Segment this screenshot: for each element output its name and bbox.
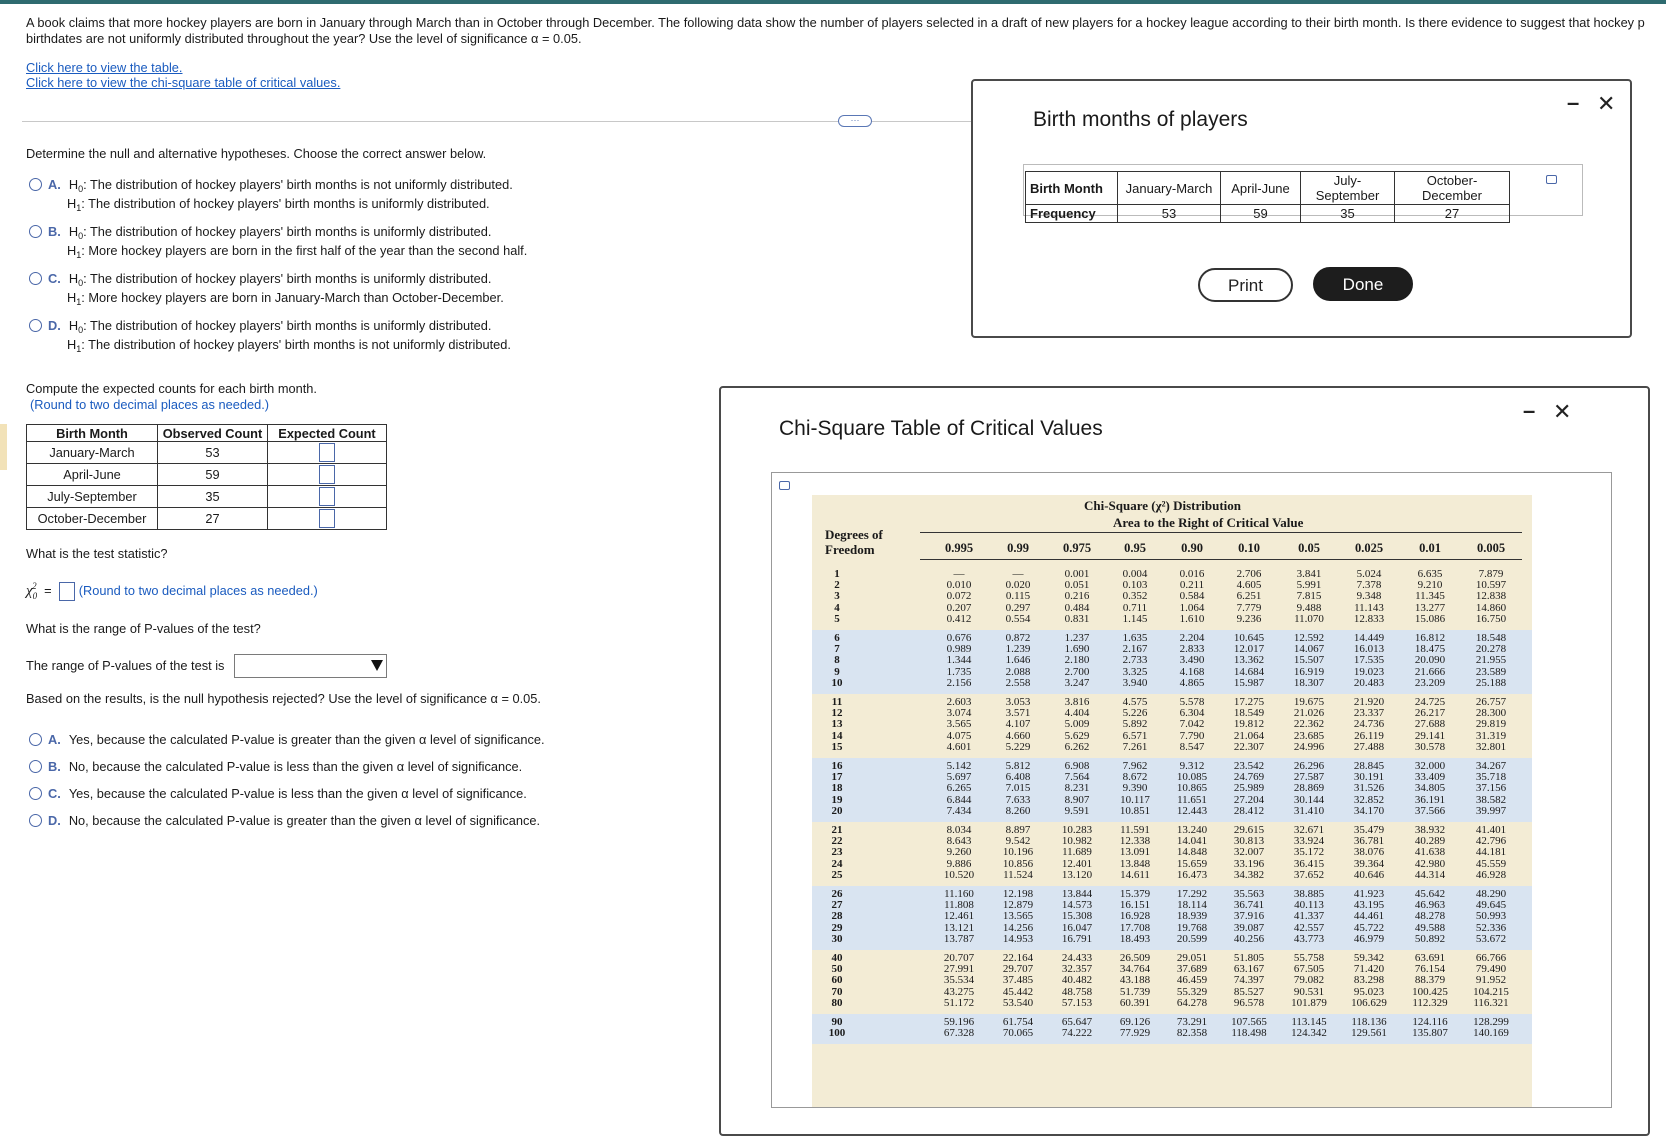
critical-value-column: 5.024 7.378 9.348 11.143 12.833 — [1353, 568, 1385, 625]
critical-value-column: 124.116 135.807 — [1412, 1016, 1448, 1040]
critical-value-column: 0.016 0.211 0.584 1.064 1.610 — [1179, 568, 1205, 625]
critical-value-column: 12.198 12.879 13.565 14.256 14.953 — [1002, 888, 1034, 945]
critical-value-column: 26.757 28.300 29.819 31.319 32.801 — [1475, 696, 1507, 753]
alpha-header: 0.975 — [1062, 541, 1092, 555]
critical-value-column: 59.342 71.420 83.298 95.023 106.629 — [1351, 952, 1387, 1009]
table-row — [27, 508, 387, 530]
critical-value-column: 41.401 42.796 44.181 45.559 46.928 — [1475, 824, 1507, 881]
critical-value-column: 17.292 18.114 18.939 19.768 20.599 — [1176, 888, 1208, 945]
birth-freq-q4: 27 — [1395, 205, 1510, 223]
df-column: 1 2 3 4 5 — [834, 568, 840, 625]
critical-value-column: 32.000 33.409 34.805 36.191 37.566 — [1414, 760, 1446, 817]
critical-value-column: 23.542 24.769 25.989 27.204 28.412 — [1233, 760, 1265, 817]
alpha-header: 0.95 — [1124, 541, 1146, 555]
critical-value-column: 0.676 0.989 1.344 1.735 2.156 — [946, 632, 972, 689]
option-letter: C. — [48, 786, 61, 801]
critical-value-column: 10.645 12.017 13.362 14.684 15.987 — [1233, 632, 1265, 689]
alpha-header: 0.025 — [1354, 541, 1384, 555]
critical-value-column: 29.615 30.813 32.007 33.196 34.382 — [1233, 824, 1265, 881]
hypothesis-option[interactable]: D. $H_0$: The distribution of hockey players' birth months is uniformly distributed. — [29, 316, 491, 340]
expected-cell — [268, 464, 387, 486]
critical-value-column: 0.872 1.239 1.646 2.088 2.558 — [1005, 632, 1031, 689]
expected-input-jul-sep[interactable] — [319, 487, 335, 506]
alpha-header: 0.90 — [1181, 541, 1203, 555]
decision-option[interactable] — [29, 784, 527, 804]
critical-value-column: 35.479 36.781 38.076 39.364 40.646 — [1353, 824, 1385, 881]
df-column: 40 50 60 70 80 — [831, 952, 843, 1009]
decision-option[interactable] — [29, 730, 545, 750]
critical-value-column: 107.565 118.498 — [1231, 1016, 1267, 1040]
option-h1: The distribution of hockey players' birth months is uniformly distributed. — [88, 196, 490, 211]
option-text: No, because the calculated P-value is greater than the given α level of significance. — [68, 813, 541, 828]
expected-cell — [268, 508, 387, 530]
critical-value-column: 3.816 4.404 5.009 5.629 6.262 — [1064, 696, 1090, 753]
copy-table-icon[interactable] — [1546, 175, 1557, 184]
birth-freq-q3: 35 — [1301, 205, 1395, 223]
option-h1: More hockey players are born in the first half of the year than the second half. — [88, 243, 528, 258]
critical-value-column: 28.845 30.191 31.526 32.852 34.170 — [1353, 760, 1385, 817]
radio-button[interactable] — [29, 319, 42, 332]
birth-dialog-minimize-button[interactable]: – — [1567, 90, 1580, 115]
test-statistic-hint: (Round to two decimal places as needed.) — [78, 583, 318, 598]
expected-counts-prompt: Compute the expected counts for each birth month. — [26, 381, 317, 396]
df-label-2: Freedom — [825, 542, 875, 557]
expected-input-oct-dec[interactable] — [319, 509, 335, 528]
dropdown-arrow-icon — [371, 660, 383, 671]
critical-value-column: 19.675 21.026 22.362 23.685 24.996 — [1293, 696, 1325, 753]
option-h0: The distribution of hockey players' birth months is uniformly distributed. — [89, 271, 492, 286]
chi-table-panel — [812, 495, 1532, 1108]
question-text-line1: A book claims that more hockey players are born in January through March than in October through December. The following data show the number of players selected in a draft of new players for a hockey league according to their birth month. Is there evidence to suggest that hockey p — [26, 15, 1645, 30]
chi-table-frame — [771, 472, 1612, 1108]
critical-value-column: 8.897 9.542 10.196 10.856 11.524 — [1002, 824, 1034, 881]
critical-value-column: 34.267 35.718 37.156 38.582 39.997 — [1475, 760, 1507, 817]
copy-chi-table-icon[interactable] — [779, 481, 790, 490]
critical-value-column: 26.296 27.587 28.869 30.144 31.410 — [1293, 760, 1325, 817]
radio-button[interactable] — [29, 787, 42, 800]
birth-freq-q2: 59 — [1221, 205, 1301, 223]
alpha-rule — [920, 559, 1522, 560]
hypothesis-option[interactable]: A. $H_0$: The distribution of hockey players' birth months is not uniformly distributed. — [29, 175, 513, 199]
df-column: 6 7 8 9 10 — [831, 632, 843, 689]
birth-header-q1: January-March — [1118, 172, 1221, 205]
option-h1: The distribution of hockey players' birth months is not uniformly distributed. — [88, 337, 511, 352]
option-h0: The distribution of hockey players' birth months is not uniformly distributed. — [89, 177, 513, 192]
critical-value-column: — 0.020 0.115 0.297 0.554 — [1005, 568, 1031, 625]
col-header-birth-month: Birth Month — [27, 425, 158, 442]
critical-value-column: 113.145 124.342 — [1291, 1016, 1327, 1040]
critical-value-column: 11.591 12.338 13.091 13.848 14.611 — [1119, 824, 1151, 881]
critical-value-column: — 0.010 0.072 0.207 0.412 — [946, 568, 972, 625]
critical-value-column: 1.237 1.690 2.180 2.700 3.247 — [1064, 632, 1090, 689]
critical-value-column: 22.164 29.707 37.485 45.442 53.540 — [1002, 952, 1034, 1009]
critical-value-column: 12.592 14.067 15.507 16.919 18.307 — [1293, 632, 1325, 689]
critical-value-column: 14.449 16.013 17.535 19.023 20.483 — [1353, 632, 1385, 689]
option-text: Yes, because the calculated P-value is greater than the given α level of significance. — [68, 732, 545, 747]
df-column: 26 27 28 29 30 — [831, 888, 843, 945]
critical-value-column: 128.299 140.169 — [1473, 1016, 1509, 1040]
hypothesis-option-h1: $H_1$: More hockey players are born in the first half of the year than the second half. — [67, 243, 528, 260]
option-letter: A. — [48, 177, 61, 192]
birth-months-table — [1025, 171, 1510, 223]
chi-square-equation — [26, 581, 318, 601]
critical-value-column: 10.283 10.982 11.689 12.401 13.120 — [1061, 824, 1093, 881]
birth-dialog-title: Birth months of players — [1033, 108, 1248, 131]
row-month: October-December — [27, 508, 158, 530]
expected-cell — [268, 442, 387, 464]
critical-value-column: 5.578 6.304 7.042 7.790 8.547 — [1179, 696, 1205, 753]
row-month: April-June — [27, 464, 158, 486]
question-text-line2: birthdates are not uniformly distributed throughout the year? Use the level of significance α = 0.05. — [26, 31, 582, 46]
done-button[interactable]: Done — [1313, 267, 1413, 301]
pvalue-label: The range of P-values of the test is — [26, 658, 225, 673]
equals-sign: = — [44, 583, 52, 598]
option-letter: D. — [48, 318, 61, 333]
hypothesis-option-h1: $H_1$: The distribution of hockey players' birth months is uniformly distributed. — [67, 196, 490, 213]
decision-option[interactable] — [29, 757, 522, 777]
critical-value-column: 16.812 18.475 20.090 21.666 23.209 — [1414, 632, 1446, 689]
critical-value-column: 48.290 49.645 50.993 52.336 53.672 — [1475, 888, 1507, 945]
critical-value-column: 15.379 16.151 16.928 17.708 18.493 — [1119, 888, 1151, 945]
critical-value-column: 32.671 33.924 35.172 36.415 37.652 — [1293, 824, 1325, 881]
option-h0: The distribution of hockey players' birth months is uniformly distributed. — [89, 318, 492, 333]
chi-heading-2: Area to the Right of Critical Value — [1113, 515, 1304, 530]
chi-square-symbol: $\chi_0^2$ — [26, 581, 38, 601]
section-divider — [22, 121, 972, 122]
reject-prompt: Based on the results, is the null hypothesis rejected? Use the level of significance α = 0.05. — [26, 691, 541, 706]
critical-value-column: 73.291 82.358 — [1176, 1016, 1208, 1040]
print-button[interactable]: Print — [1198, 268, 1293, 302]
critical-value-column: 55.758 67.505 79.082 90.531 101.879 — [1291, 952, 1327, 1009]
heading-rule — [920, 532, 1522, 533]
left-highlight-bar — [0, 424, 7, 470]
critical-value-column: 59.196 67.328 — [943, 1016, 975, 1040]
hypothesis-option[interactable]: C. $H_0$: The distribution of hockey players' birth months is uniformly distributed. — [29, 269, 491, 293]
critical-value-column: 45.642 46.963 48.278 49.588 50.892 — [1414, 888, 1446, 945]
critical-value-column: 5.812 6.408 7.015 7.633 8.260 — [1005, 760, 1031, 817]
critical-value-column: 24.433 32.357 40.482 48.758 57.153 — [1061, 952, 1093, 1009]
critical-value-column: 7.962 8.672 9.390 10.117 10.851 — [1119, 760, 1151, 817]
df-column: 16 17 18 19 20 — [831, 760, 843, 817]
radio-button[interactable] — [29, 178, 42, 191]
birth-dialog-close-button[interactable]: ✕ — [1597, 91, 1616, 116]
critical-value-column: 35.563 36.741 37.916 39.087 40.256 — [1233, 888, 1265, 945]
table-row — [27, 486, 387, 508]
radio-button[interactable] — [29, 814, 42, 827]
option-letter: B. — [48, 759, 61, 774]
df-column: 11 12 13 14 15 — [831, 696, 843, 753]
critical-value-column: 51.805 63.167 74.397 85.527 96.578 — [1233, 952, 1265, 1009]
col-header-observed: Observed Count — [158, 425, 268, 442]
critical-value-column: 1.635 2.167 2.733 3.325 3.940 — [1122, 632, 1148, 689]
more-options-pill[interactable]: ··· — [838, 115, 872, 127]
pvalue-range-dropdown[interactable] — [234, 654, 387, 678]
table-row — [27, 464, 387, 486]
critical-value-column: 65.647 74.222 — [1061, 1016, 1093, 1040]
radio-button[interactable] — [29, 760, 42, 773]
critical-value-column: 24.725 26.217 27.688 29.141 30.578 — [1414, 696, 1446, 753]
view-chi-table-link[interactable]: Click here to view the chi-square table of critical values. — [26, 75, 341, 90]
col-header-expected: Expected Count — [268, 425, 387, 442]
expected-counts-table — [26, 424, 387, 530]
test-statistic-input[interactable] — [59, 582, 75, 601]
expected-counts-hint: (Round to two decimal places as needed.) — [30, 397, 270, 412]
row-observed: 35 — [158, 486, 268, 508]
expected-input-jan-mar[interactable] — [319, 443, 335, 462]
alpha-header: 0.005 — [1476, 541, 1506, 555]
option-letter: A. — [48, 732, 61, 747]
option-text: No, because the calculated P-value is less than the given α level of significance. — [68, 759, 523, 774]
radio-button[interactable] — [29, 225, 42, 238]
decision-option[interactable] — [29, 811, 540, 831]
df-column: 21 22 23 24 25 — [831, 824, 843, 881]
chi-dialog-title: Chi-Square Table of Critical Values — [779, 417, 1103, 440]
radio-button[interactable] — [29, 272, 42, 285]
chi-dialog-close-button[interactable]: ✕ — [1553, 399, 1572, 424]
critical-value-column: 6.635 9.210 11.345 13.277 15.086 — [1414, 568, 1446, 625]
critical-value-column: 63.691 76.154 88.379 100.425 112.329 — [1412, 952, 1448, 1009]
critical-value-column: 26.509 34.764 43.188 51.739 60.391 — [1119, 952, 1151, 1009]
birth-freq-q1: 53 — [1118, 205, 1221, 223]
birth-header-q3: July-September — [1301, 172, 1395, 205]
chi-heading-1: Chi-Square (χ²) Distribution — [1084, 498, 1242, 513]
critical-value-column: 13.844 14.573 15.308 16.047 16.791 — [1061, 888, 1093, 945]
pvalue-prompt: What is the range of P-values of the test? — [26, 621, 261, 636]
alpha-header: 0.99 — [1007, 541, 1029, 555]
critical-value-column: 2.706 4.605 6.251 7.779 9.236 — [1236, 568, 1262, 625]
critical-value-column: 11.160 11.808 12.461 13.121 13.787 — [943, 888, 975, 945]
alpha-header: 0.01 — [1419, 541, 1441, 555]
critical-value-column: 7.879 10.597 12.838 14.860 16.750 — [1475, 568, 1507, 625]
row-observed: 27 — [158, 508, 268, 530]
critical-value-column: 8.034 8.643 9.260 9.886 10.520 — [943, 824, 975, 881]
hypothesis-option-h1: $H_1$: The distribution of hockey players' birth months is not uniformly distributed. — [67, 337, 511, 354]
expected-cell — [268, 486, 387, 508]
critical-value-column: 21.920 23.337 24.736 26.119 27.488 — [1353, 696, 1385, 753]
row-month: January-March — [27, 442, 158, 464]
option-h1: More hockey players are born in January-March than October-December. — [88, 290, 504, 305]
critical-value-column: 5.142 5.697 6.265 6.844 7.434 — [946, 760, 972, 817]
critical-value-column: 38.885 40.113 41.337 42.557 43.773 — [1293, 888, 1325, 945]
radio-button[interactable] — [29, 733, 42, 746]
critical-value-column: 69.126 77.929 — [1119, 1016, 1151, 1040]
row-observed: 53 — [158, 442, 268, 464]
option-text: Yes, because the calculated P-value is less than the given α level of significance. — [68, 786, 527, 801]
critical-value-column: 2.603 3.074 3.565 4.075 4.601 — [946, 696, 972, 753]
test-statistic-prompt: What is the test statistic? — [26, 546, 168, 561]
critical-value-column: 13.240 14.041 14.848 15.659 16.473 — [1176, 824, 1208, 881]
view-table-link[interactable]: Click here to view the table. — [26, 60, 183, 75]
critical-value-column: 18.548 20.278 21.955 23.589 25.188 — [1475, 632, 1507, 689]
critical-value-column: 6.908 7.564 8.231 8.907 9.591 — [1064, 760, 1090, 817]
critical-value-column: 17.275 18.549 19.812 21.064 22.307 — [1233, 696, 1265, 753]
critical-value-column: 41.923 43.195 44.461 45.722 46.979 — [1353, 888, 1385, 945]
critical-value-column: 20.707 27.991 35.534 43.275 51.172 — [943, 952, 975, 1009]
critical-value-column: 4.575 5.226 5.892 6.571 7.261 — [1122, 696, 1148, 753]
critical-value-column: 9.312 10.085 10.865 11.651 12.443 — [1176, 760, 1208, 817]
critical-value-column: 29.051 37.689 46.459 55.329 64.278 — [1176, 952, 1208, 1009]
top-accent-bar — [0, 0, 1666, 4]
critical-value-column: 0.001 0.051 0.216 0.484 0.831 — [1064, 568, 1090, 625]
option-letter: C. — [48, 271, 61, 286]
critical-value-column: 118.136 129.561 — [1351, 1016, 1387, 1040]
hypotheses-prompt: Determine the null and alternative hypotheses. Choose the correct answer below. — [26, 146, 487, 161]
option-h0: The distribution of hockey players' birth months is uniformly distributed. — [89, 224, 492, 239]
birth-header-q4: October-December — [1395, 172, 1510, 205]
alpha-header: 0.05 — [1298, 541, 1320, 555]
alpha-header: 0.10 — [1238, 541, 1260, 555]
birth-row-label: Frequency — [1026, 205, 1118, 223]
option-letter: B. — [48, 224, 61, 239]
option-letter: D. — [48, 813, 61, 828]
expected-input-apr-jun[interactable] — [319, 465, 335, 484]
table-row — [27, 442, 387, 464]
critical-value-column: 2.204 2.833 3.490 4.168 4.865 — [1179, 632, 1205, 689]
birth-header-q2: April-June — [1221, 172, 1301, 205]
hypothesis-option-h1: $H_1$: More hockey players are born in January-March than October-December. — [67, 290, 504, 307]
row-observed: 59 — [158, 464, 268, 486]
row-month: July-September — [27, 486, 158, 508]
alpha-header: 0.995 — [944, 541, 974, 555]
critical-value-column: 38.932 40.289 41.638 42.980 44.314 — [1414, 824, 1446, 881]
critical-value-column: 61.754 70.065 — [1002, 1016, 1034, 1040]
chi-dialog-minimize-button[interactable]: – — [1523, 398, 1536, 423]
critical-value-column: 66.766 79.490 91.952 104.215 116.321 — [1473, 952, 1509, 1009]
critical-value-column: 3.841 5.991 7.815 9.488 11.070 — [1294, 568, 1324, 625]
df-label-1: Degrees of — [825, 527, 883, 542]
critical-value-column: 0.004 0.103 0.352 0.711 1.145 — [1122, 568, 1148, 625]
hypothesis-option[interactable]: B. $H_0$: The distribution of hockey players' birth months is uniformly distributed. — [29, 222, 491, 246]
birth-header-label: Birth Month — [1026, 172, 1118, 205]
df-column: 90 100 — [828, 1016, 846, 1040]
critical-value-column: 3.053 3.571 4.107 4.660 5.229 — [1005, 696, 1031, 753]
